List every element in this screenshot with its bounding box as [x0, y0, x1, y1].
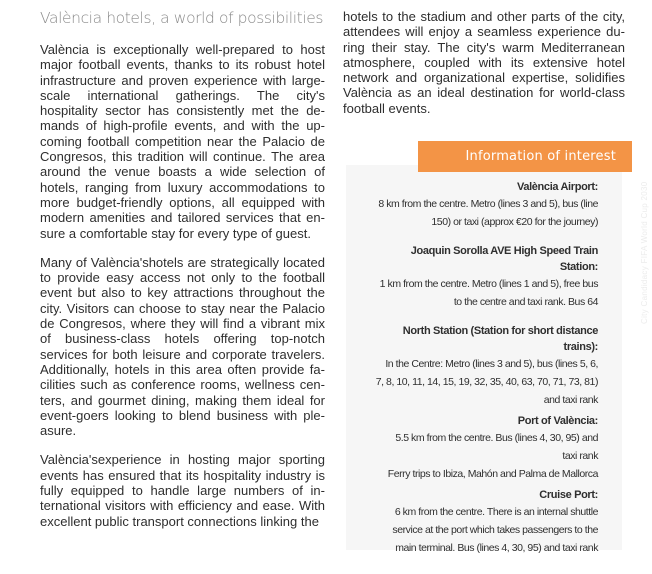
body-paragraph-1: València is exceptionally well-prepared to host major football events, thanks to its robust hotel infrastructure and proven experience with large-scale international gatherings. The city's hospitality sector has consistently met the demands of high-profile events, and with the upcoming football competition near the Palacio de Congresos, this tradition will continue. The area around the venue boasts a wide selection of hotels, ranging from luxury accommodations to more budget-friendly options, all equipped with modern amenities and tailored services that ensure a comfortable stay for every type of guest. — [40, 42, 325, 241]
info-item-line: to the centre and taxi rank. Bus 64 — [453, 296, 598, 308]
info-box-header — [418, 141, 632, 172]
info-item-line: 5.5 km from the centre. Bus (lines 4, 30, 95) and — [395, 432, 598, 444]
vertical-watermark: City Candidacy FIFA World Cup 2030 — [640, 181, 649, 324]
body-paragraph-2: Many of València'shotels are strategically located to provide easy access not only to the football event but also to key attractions throughout the city. Visitors can choose to stay near the Palacio de Congresos, where they will find a vibrant mix of business-class hotels offering top-notch services for both leisure and corporate travelers. Additionally, hotels in this area often provide facilities such as conference rooms, wellness centers, and gourmet dining, making them ideal for event-goers looking to blend business with pleasure. — [40, 254, 325, 439]
body-paragraph-3: València'sexperience in hosting major sporting events has ensured that its hospitality industry is fully equipped to handle large numbers of international visitors with efficiency and ease. With excellent public transport connections linking the — [40, 452, 325, 529]
info-item-line: main terminal. Bus (lines 4, 30, 95) and taxi rank — [395, 542, 598, 554]
info-item-line: service at the port which takes passengers to the — [392, 524, 598, 536]
info-item-port — [370, 413, 598, 483]
info-item-line: 8 km from the centre. Metro (lines 3 and 5), bus (line — [378, 198, 598, 210]
info-item-line: 1 km from the centre. Metro (lines 1 and 5), free bus — [379, 278, 598, 290]
body-paragraph-continued: hotels to the stadium and other parts of the city, attendees will enjoy a seamless experience during their stay. The city's warm Mediterranean atmosphere, coupled with its extensive hotel network and organizational expertise, solidifies València as an ideal destination for world-class football events. — [343, 9, 625, 116]
info-box-header-label: Information of interest — [465, 149, 616, 164]
info-item-line: Ferry trips to Ibiza, Mahón and Palma de Mallorca — [387, 468, 598, 480]
info-item-line: and taxi rank — [543, 394, 598, 406]
info-item-north-station — [370, 323, 598, 409]
info-item-cruise-port — [370, 487, 598, 557]
info-item-title: North Station (Station for short distance trains): — [402, 325, 598, 353]
info-item-title: Cruise Port: — [539, 489, 598, 501]
page-title: València hotels, a world of possibilities — [40, 9, 324, 27]
info-item-line: 6 km from the centre. There is an internal shuttle — [394, 506, 598, 518]
info-item-line: taxi rank — [562, 450, 598, 462]
info-item-title: Port of València: — [517, 415, 598, 427]
right-column — [343, 9, 625, 116]
info-item-title: Joaquin Sorolla AVE High Speed Train Station: — [410, 245, 598, 273]
info-item-line: In the Centre: Metro (lines 3 and 5), bus (lines 5, 6, — [385, 358, 598, 370]
info-item-train-station — [370, 243, 598, 311]
info-item-line: 150) or taxi (approx €20 for the journey) — [431, 216, 598, 228]
info-list — [370, 179, 598, 569]
info-item-airport — [370, 179, 598, 231]
info-item-title: València Airport: — [516, 181, 598, 193]
left-column — [40, 8, 325, 543]
info-item-line: 7, 8, 10, 11, 14, 15, 19, 32, 35, 40, 63, 70, 71, 73, 81) — [375, 376, 598, 388]
